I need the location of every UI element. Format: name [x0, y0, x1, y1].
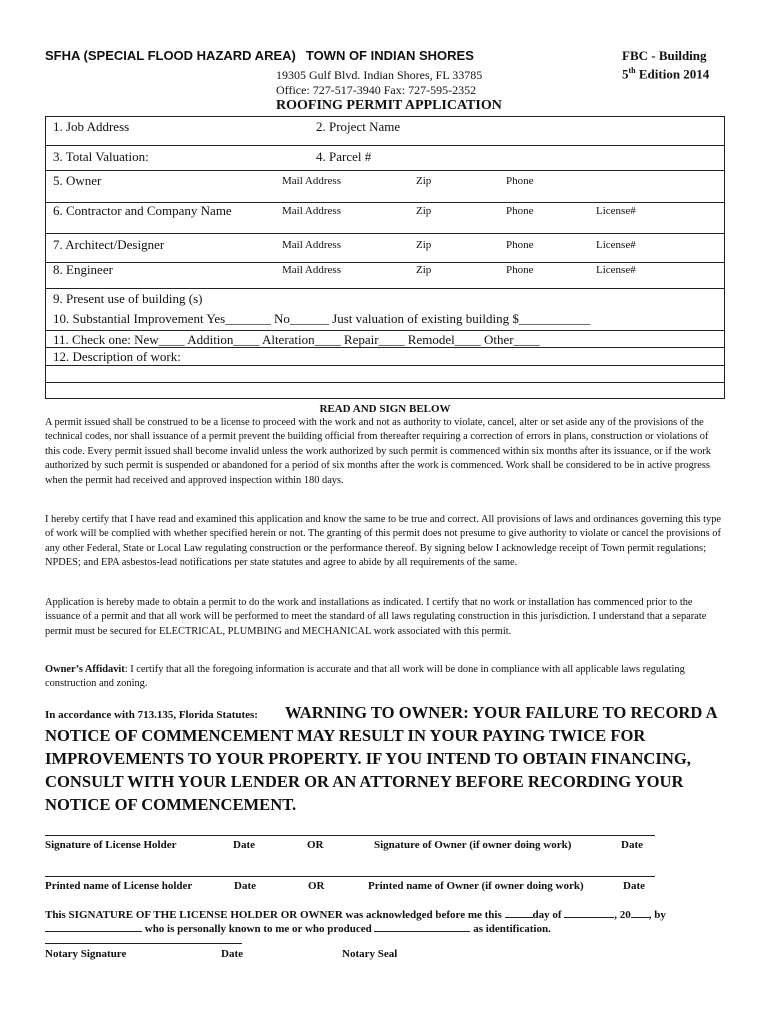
- engineer-zip[interactable]: Zip: [416, 264, 432, 276]
- edition-rest: Edition 2014: [635, 66, 710, 82]
- contractor-field[interactable]: 6. Contractor and Company Name: [53, 203, 232, 218]
- owner-warning: [45, 701, 735, 816]
- owner-affidavit: [45, 663, 725, 692]
- job-address-field[interactable]: 1. Job Address: [53, 119, 130, 134]
- notary-signature-label: Notary Signature: [45, 948, 127, 960]
- page-title: ROOFING PERMIT APPLICATION: [276, 98, 502, 113]
- signature-line[interactable]: [45, 835, 655, 836]
- substantial-improvement-field[interactable]: 10. Substantial Improvement Yes_______ No______ Just valuation of existing building $___________: [53, 311, 591, 326]
- architect-field[interactable]: 7. Architect/Designer: [53, 237, 165, 252]
- architect-zip[interactable]: Zip: [416, 239, 432, 251]
- engineer-field[interactable]: 8. Engineer: [53, 262, 113, 277]
- owner-zip[interactable]: Zip: [416, 175, 432, 187]
- code-label: FBC - Building: [622, 48, 707, 63]
- acknowledgement-line-2: [45, 921, 551, 935]
- owner-printed-label: Printed name of Owner (if owner doing work): [368, 880, 584, 892]
- contractor-phone[interactable]: Phone: [506, 205, 534, 217]
- acknowledgement-line-1: [45, 907, 666, 921]
- ack-text: who is personally known to me or who produced: [142, 923, 375, 935]
- statute-reference: In accordance with 713.135, Florida Statutes:: [45, 709, 258, 721]
- row-divider: [46, 288, 724, 289]
- row-divider: [46, 233, 724, 234]
- architect-license[interactable]: License#: [596, 239, 636, 251]
- town-phone: Office: 727-517-3940 Fax: 727-595-2352: [276, 83, 477, 97]
- day-blank[interactable]: [505, 907, 533, 918]
- name-blank[interactable]: [45, 921, 142, 932]
- row-divider: [46, 365, 724, 366]
- date-label: Date: [623, 880, 645, 892]
- owner-signature-label: Signature of Owner (if owner doing work): [374, 839, 572, 851]
- owner-field[interactable]: 5. Owner: [53, 173, 102, 188]
- description-field[interactable]: 12. Description of work:: [53, 349, 181, 364]
- engineer-phone[interactable]: Phone: [506, 264, 534, 276]
- contractor-license[interactable]: License#: [596, 205, 636, 217]
- row-divider: [46, 262, 724, 263]
- edition-number: 5: [622, 66, 629, 82]
- printed-name-line[interactable]: [45, 876, 655, 877]
- owner-phone[interactable]: Phone: [506, 175, 534, 187]
- engineer-license[interactable]: License#: [596, 264, 636, 276]
- or-label: OR: [308, 880, 325, 892]
- identification-blank[interactable]: [374, 921, 470, 932]
- sfha-label: SFHA (SPECIAL FLOOD HAZARD AREA): [45, 48, 296, 63]
- license-holder-signature-label: Signature of License Holder: [45, 839, 177, 851]
- date-label: Date: [221, 948, 243, 960]
- edition-suffix: th: [628, 66, 636, 75]
- ack-text: , by: [648, 909, 666, 921]
- notary-seal-label: Notary Seal: [342, 948, 398, 960]
- ack-text: , 20: [614, 909, 631, 921]
- row-divider: [46, 170, 724, 171]
- row-divider: [46, 382, 724, 383]
- header-sfha-town: [45, 48, 474, 63]
- contractor-zip[interactable]: Zip: [416, 205, 432, 217]
- owner-mail-address[interactable]: Mail Address: [282, 175, 341, 187]
- ack-text: as identification.: [470, 923, 551, 935]
- permit-paragraph-2: I hereby certify that I have read and examined this application and know the same to be true and correct. All provisions of laws and ordinances governing this type of work will be complied with whether specified herein or not. The granting of this permit does not presume to give authority to violate or cancel the provisions of any other Federal, State or Local Law regulating construction or the performance thereof. By signing below I acknowledge receipt of Town permit regulations; NPDES; and EPA asbestos-lead notifications per state statutes and agree to abide by all requirements of the same.: [45, 514, 722, 569]
- engineer-mail-address[interactable]: Mail Address: [282, 264, 341, 276]
- date-label: Date: [233, 839, 255, 851]
- month-blank[interactable]: [564, 907, 614, 918]
- ack-text: This SIGNATURE OF THE LICENSE HOLDER OR OWNER was acknowledged before me this: [45, 909, 505, 921]
- row-divider: [46, 330, 724, 331]
- code-edition: [622, 66, 709, 82]
- check-one-field[interactable]: 11. Check one: New____ Addition____ Alteration____ Repair____ Remodel____ Other____: [53, 332, 540, 347]
- permit-form-table: [45, 116, 725, 399]
- date-label: Date: [234, 880, 256, 892]
- row-divider: [46, 145, 724, 146]
- architect-mail-address[interactable]: Mail Address: [282, 239, 341, 251]
- affidavit-label: Owner’s Affidavit: [45, 664, 125, 675]
- total-valuation-field[interactable]: 3. Total Valuation:: [53, 149, 149, 164]
- date-label: Date: [621, 839, 643, 851]
- permit-paragraph-1: A permit issued shall be construed to be a license to proceed with the work and not as authority to violate, cancel, alter or set aside any of the provisions of the technical codes, nor shall issuance of a permit prevent the building official from thereafter requiring a correction of errors in plans, construction or violations of this code. Every permit issued shall become invalid unless the work authorized by such permit is commenced within six months after its issuance, or if the work authorized by such permit is suspended or abandoned for a period of six months after the work is commenced. Work shall be considered to be in active progress when the permit had received and approved inspection within 180 days.: [45, 417, 712, 486]
- license-holder-printed-label: Printed name of License holder: [45, 880, 193, 892]
- permit-paragraph-3: Application is hereby made to obtain a permit to do the work and installations as indicated. I certify that no work or installation has commenced prior to the issuance of a permit and that all work will be performed to meet the standard of all laws regulating construction in this jurisdiction. I understand that a separate permit must be secured for ELECTRICAL, PLUMBING and MECHANICAL work associated with this permit.: [45, 597, 707, 637]
- parcel-field[interactable]: 4. Parcel #: [316, 149, 372, 164]
- read-and-sign-title: READ AND SIGN BELOW: [319, 403, 451, 415]
- town-name: TOWN OF INDIAN SHORES: [305, 48, 474, 63]
- contractor-mail-address[interactable]: Mail Address: [282, 205, 341, 217]
- or-label: OR: [307, 839, 324, 851]
- town-address: 19305 Gulf Blvd. Indian Shores, FL 33785: [276, 68, 483, 82]
- notary-signature-line[interactable]: [45, 943, 242, 944]
- project-name-field[interactable]: 2. Project Name: [316, 119, 401, 134]
- present-use-field[interactable]: 9. Present use of building (s): [53, 291, 203, 306]
- year-blank[interactable]: [631, 907, 649, 918]
- warning-text: WARNING TO OWNER: YOUR FAILURE TO RECORD A NOTICE OF COMMENCEMENT MAY RESULT IN YOUR PAYING TWICE FOR IMPROVEMENTS TO YOUR PROPERTY. IF YOU INTEND TO OBTAIN FINANCING, CONSULT WITH YOUR LENDER OR AN ATTORNEY BEFORE RECORDING YOUR NOTICE OF COMMENCEMENT.: [45, 703, 717, 814]
- architect-phone[interactable]: Phone: [506, 239, 534, 251]
- ack-text: day of: [532, 909, 565, 921]
- affidavit-text: : I certify that all the foregoing information is accurate and that all work will be done in compliance with all applicable laws regulating construction and zoning.: [45, 664, 685, 690]
